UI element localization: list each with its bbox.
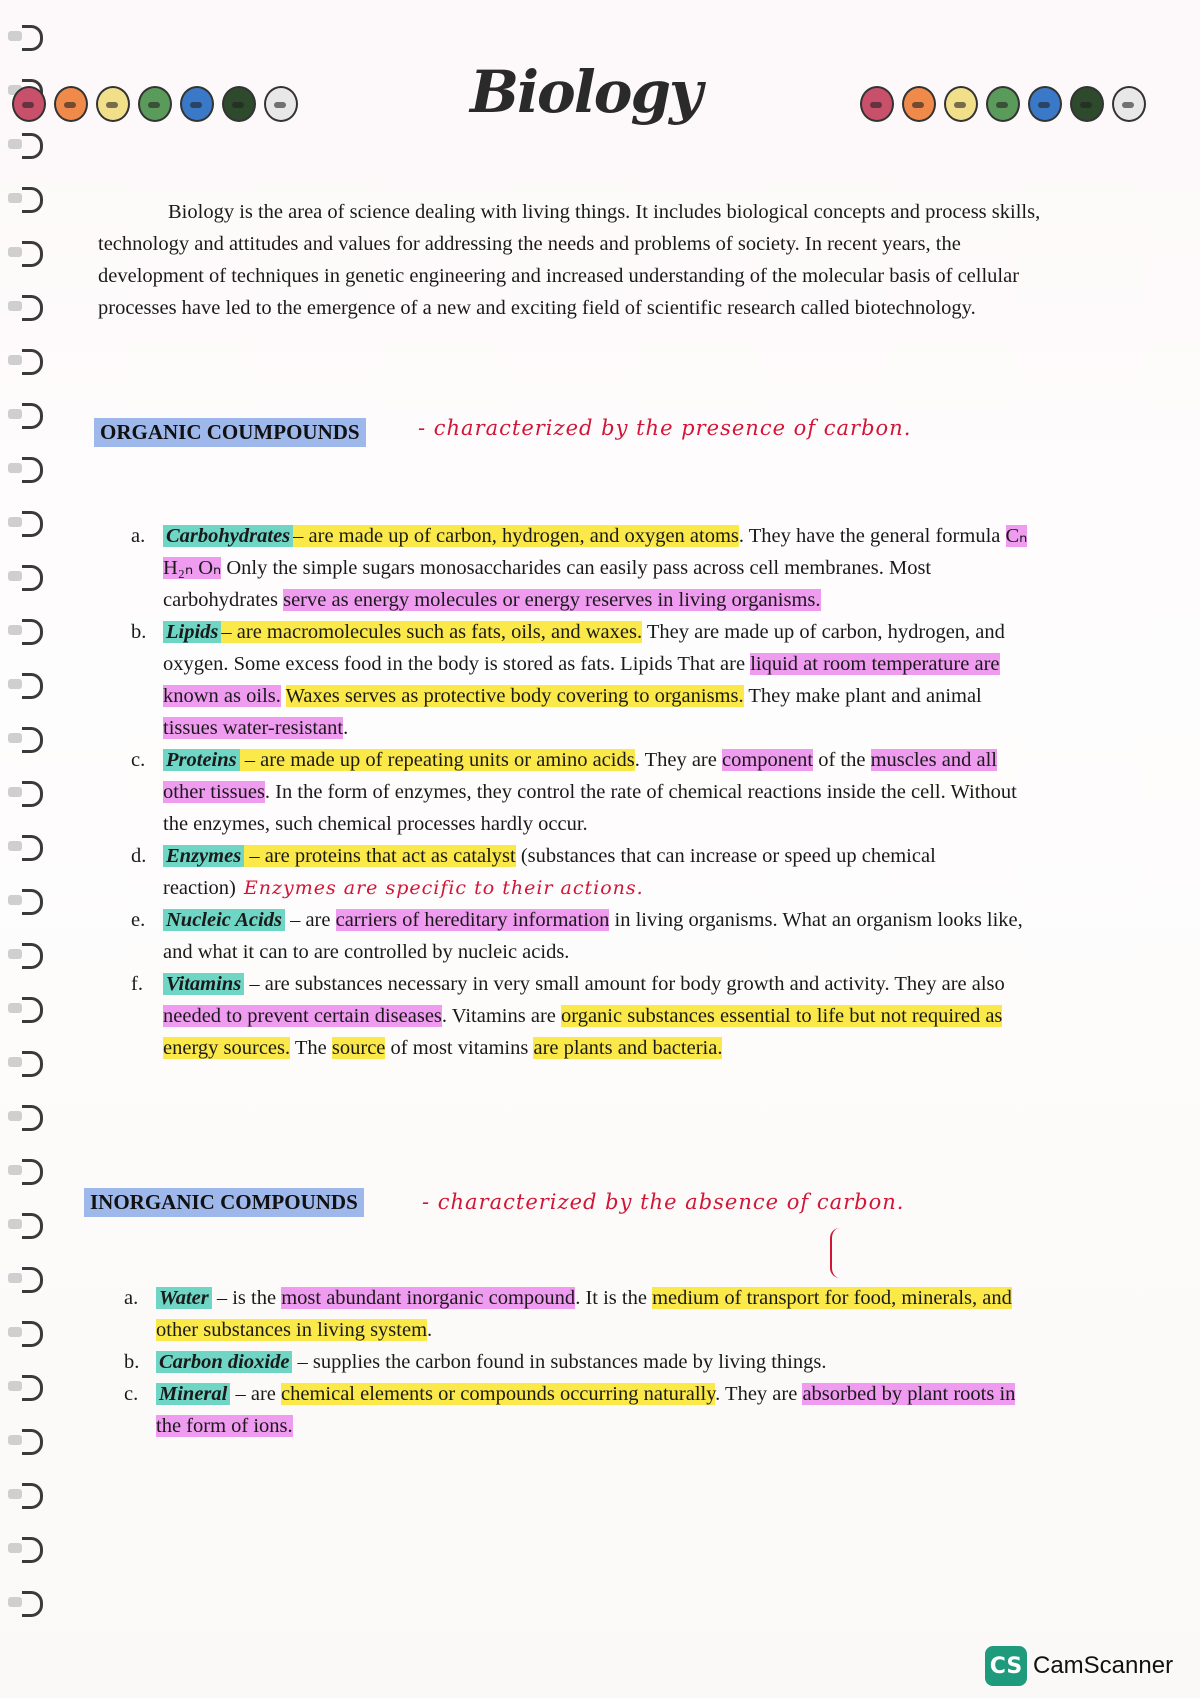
spiral-ring-icon <box>8 133 42 155</box>
item-text: in living organisms. What an organism looks like, and what it can to are controlled by nucleic acids. <box>163 909 1023 963</box>
item-term: Vitamins <box>163 973 244 995</box>
fruit-face-icon <box>986 86 1020 122</box>
pink-highlight: component <box>721 749 814 771</box>
pink-highlight: Cₙ H₂ₙ Oₙ <box>163 525 1028 579</box>
item-letter: b. <box>131 621 147 643</box>
item-text: of most vitamins <box>385 1037 534 1059</box>
pink-highlight: tissues water-resistant <box>163 717 344 739</box>
item-text: . <box>427 1319 433 1341</box>
spiral-ring-icon <box>8 1159 42 1181</box>
item-text: . They have the general formula <box>738 525 1006 547</box>
yellow-highlight: – are proteins that act as catalyst <box>244 845 516 867</box>
pen-mark <box>830 1228 842 1278</box>
fruit-face-icon <box>180 86 214 122</box>
item-letter: f. <box>131 973 143 995</box>
pink-highlight: muscles and all other tissues <box>163 749 997 803</box>
pink-highlight: absorbed by plant roots in the form of ions. <box>156 1383 1016 1437</box>
fruit-face-icon <box>944 86 978 122</box>
pink-highlight: needed to prevent certain diseases <box>163 1005 442 1027</box>
item-text: – are <box>230 1383 282 1405</box>
item-text: (substances that can increase or speed up chemical reaction) <box>163 845 936 899</box>
yellow-highlight: Waxes serves as protective body covering to organisms. <box>285 685 744 707</box>
item-letter: c. <box>131 749 146 771</box>
camscanner-name: CamScanner <box>1033 1652 1174 1679</box>
list-item <box>124 1346 1024 1378</box>
fruit-face-icon <box>222 86 256 122</box>
spiral-ring-icon <box>8 619 42 641</box>
item-text: . In the form of enzymes, they control the rate of chemical reactions inside the cell. Without the enzymes, such chemical processes hardly occur. <box>163 781 1017 835</box>
spiral-ring-icon <box>8 889 42 911</box>
spiral-ring-icon <box>8 1213 42 1235</box>
item-text: . They are <box>634 749 722 771</box>
spiral-ring-icon <box>8 1429 42 1451</box>
yellow-highlight: chemical elements or compounds occurring naturally <box>281 1383 716 1405</box>
pink-highlight: most abundant inorganic compound <box>281 1287 576 1309</box>
spiral-ring-icon <box>8 295 42 317</box>
organic-list <box>131 520 1031 1064</box>
fruit-icons-left <box>12 86 298 122</box>
item-text: . They are <box>715 1383 803 1405</box>
item-text: They are made up of carbon, hydrogen, and oxygen. Some excess food in the body is stored as fats. Lipids That are <box>163 621 1005 675</box>
spiral-ring-icon <box>8 835 42 857</box>
spiral-ring-icon <box>8 1375 42 1397</box>
spiral-ring-icon <box>8 1591 42 1613</box>
spiral-ring-icon <box>8 673 42 695</box>
intro-paragraph: Biology is the area of science dealing with living things. It includes biological concepts and process skills, technology and attitudes and values for addressing the needs and problems of society. In recent years, the development of techniques in genetic engineering and increased understanding of the molecular basis of cellular processes have led to the emergence of a new and exciting field of scientific research called biotechnology. <box>98 201 1041 319</box>
spiral-ring-icon <box>8 781 42 803</box>
spiral-ring-icon <box>8 727 42 749</box>
fruit-face-icon <box>1070 86 1104 122</box>
spiral-ring-icon <box>8 1321 42 1343</box>
spiral-ring-icon <box>8 565 42 587</box>
fruit-face-icon <box>12 86 46 122</box>
fruit-face-icon <box>96 86 130 122</box>
spiral-ring-icon <box>8 1051 42 1073</box>
pink-highlight: serve as energy molecules or energy reserves in living organisms. <box>283 589 821 611</box>
spiral-ring-icon <box>8 943 42 965</box>
item-term: Enzymes <box>163 845 244 867</box>
fruit-face-icon <box>138 86 172 122</box>
yellow-highlight: are plants and bacteria. <box>533 1037 723 1059</box>
item-letter: e. <box>131 909 146 931</box>
yellow-highlight: organic substances essential to life but not required as energy sources. <box>163 1005 1003 1059</box>
spiral-ring-icon <box>8 349 42 371</box>
spiral-ring-icon <box>8 187 42 209</box>
pink-highlight: liquid at room temperature are known as oils. <box>163 653 1000 707</box>
inorganic-note: - characterized by the absence of carbon. <box>422 1190 905 1214</box>
item-term: Lipids <box>163 621 221 643</box>
spiral-ring-icon <box>8 1267 42 1289</box>
list-item <box>131 968 1031 1064</box>
fruit-icons-right <box>860 86 1146 122</box>
yellow-highlight: medium of transport for food, minerals, and other substances in living system <box>156 1287 1012 1341</box>
item-term: Proteins <box>163 749 240 771</box>
item-letter: b. <box>124 1351 140 1373</box>
fruit-face-icon <box>902 86 936 122</box>
item-text: – supplies the carbon found in substances made by living things. <box>292 1351 827 1373</box>
spiral-ring-icon <box>8 511 42 533</box>
yellow-highlight: – are macromolecules such as fats, oils, and waxes. <box>221 621 643 643</box>
inorganic-list <box>124 1282 1024 1442</box>
organic-heading: ORGANIC COUMPOUNDS <box>94 418 366 447</box>
item-text: . <box>343 717 349 739</box>
item-text: – are substances necessary in very small amount for body growth and activity. They are also <box>244 973 1005 995</box>
list-item <box>131 744 1031 840</box>
pink-highlight: carriers of hereditary information <box>335 909 610 931</box>
list-item <box>124 1378 1024 1442</box>
spiral-ring-icon <box>8 25 42 47</box>
yellow-highlight: source <box>331 1037 386 1059</box>
item-term: Mineral <box>156 1383 230 1405</box>
spiral-ring-icon <box>8 457 42 479</box>
item-text: – are <box>284 909 336 931</box>
item-text: Only the simple sugars monosaccharides can easily pass across cell membranes. Most carbohydrates <box>163 557 932 611</box>
fruit-face-icon <box>54 86 88 122</box>
camscanner-watermark <box>985 1646 1173 1686</box>
item-text: The <box>290 1037 332 1059</box>
item-term: Carbohydrates <box>163 525 293 547</box>
inorganic-heading: INORGANIC COMPOUNDS <box>84 1188 364 1217</box>
list-item <box>131 520 1031 616</box>
spiral-ring-icon <box>8 1537 42 1559</box>
spiral-ring-icon <box>8 241 42 263</box>
yellow-highlight: – are made up of repeating units or amino acids <box>239 749 635 771</box>
item-text <box>281 685 286 707</box>
item-letter: c. <box>124 1383 139 1405</box>
fruit-face-icon <box>1028 86 1062 122</box>
page-title: Biology <box>470 58 701 126</box>
spiral-ring-icon <box>8 1483 42 1505</box>
camscanner-logo-icon: CS <box>985 1646 1027 1686</box>
item-letter: a. <box>124 1287 139 1309</box>
fruit-face-icon <box>860 86 894 122</box>
item-term: Nucleic Acids <box>163 909 285 931</box>
item-letter: a. <box>131 525 146 547</box>
item-term: Water <box>156 1287 212 1309</box>
fruit-face-icon <box>1112 86 1146 122</box>
list-item <box>131 904 1031 968</box>
spiral-ring-icon <box>8 1105 42 1127</box>
item-text: They make plant and animal <box>743 685 982 707</box>
item-text: . It is the <box>575 1287 653 1309</box>
list-item <box>131 840 1031 904</box>
list-item <box>131 616 1031 744</box>
fruit-face-icon <box>264 86 298 122</box>
list-item <box>124 1282 1024 1346</box>
item-text: – is the <box>211 1287 282 1309</box>
spiral-ring-icon <box>8 403 42 425</box>
item-text: . Vitamins are <box>441 1005 561 1027</box>
item-letter: d. <box>131 845 147 867</box>
spiral-ring-icon <box>8 997 42 1019</box>
organic-note: - characterized by the presence of carbon. <box>418 416 912 440</box>
yellow-highlight: – are made up of carbon, hydrogen, and oxygen atoms <box>293 525 739 547</box>
handwritten-note: Enzymes are specific to their actions. <box>243 877 644 899</box>
item-text: of the <box>813 749 871 771</box>
item-term: Carbon dioxide <box>156 1351 292 1373</box>
